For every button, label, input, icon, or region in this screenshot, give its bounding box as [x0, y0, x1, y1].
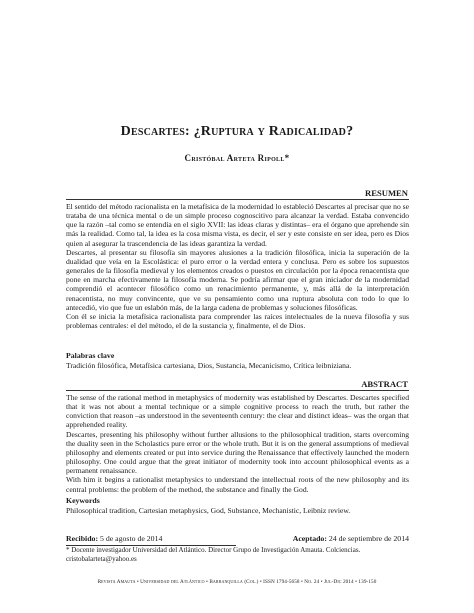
abstract-keywords: Philosophical tradition, Cartesian metaphysics, God, Substance, Mechanistic, Leibniz review. [66, 506, 351, 515]
abstract-paragraph: With him it begins a rationalist metaphysics to understand the intellectual roots of the new philosophy and its central problems: the problem of the method, the substance and finally the God. [66, 475, 409, 494]
abstract-rule [66, 390, 409, 391]
abstract-heading: ABSTRACT [361, 379, 408, 389]
abstract-keywords-label: Keywords [66, 496, 100, 505]
abstract-paragraph: Descartes, presenting his philosophy without further allusions to the philosophical tradition, starts overcoming the duality seen in the Scholastics pure error or the whole truth. But it is on the general assumptions of medieval philosophy and elements created or put into service during the Renaissance that effectively launched the modern philosophy. One could argue that the great initiator of modernity took into account philosophical events as a permanent renaissance. [66, 429, 409, 476]
accepted-date [293, 534, 409, 543]
resumen-paragraph: Descartes, al presentar su filosofía sin mayores alusiones a la tradición filosófica, inicia la superación de la dualidad que veía en la Escolástica: el puro error o la verdad entera y conclusa. Pero es sobre los supuestos generales de la filosofía medieval y los elementos creados o puestos en circulación por la época renacentista que pone en marcha efectivamente la filosofía moderna. Se podría afirmar que el gran iniciador de la modernidad comprendió el acontecer filosófico como un renacimiento permanente, y, más allá de la interpretación renacentista, no muy convincente, que ve su pensamiento como una ruptura absoluta con todo lo que lo antecedió, vio que fue un eslabón más, de la larga cadena de problemas y soluciones filosóficas. [66, 247, 409, 312]
abstract-paragraph: The sense of the rational method in metaphysics of modernity was established by Descartes. Descartes specified that it was not about a mental technique or a simple cognitive process to reach the truth, but rather the conviction that reason –as understood in the seventeenth century: the clear and distinct ideas– was the organ that apprehended reality. [66, 393, 409, 430]
journal-footer: Revista Amauta • Universidad del Atlántico • Barranquilla (Col.) • ISSN 1794-5658 • No. 24 • Jul-Dic 2014 • 139-150 [97, 579, 377, 585]
abstract-body [66, 393, 409, 494]
resumen-paragraph: El sentido del método racionalista en la metafísica de la modernidad lo estableció Descartes al precisar que no se trataba de una técnica mental o de un simple proceso cognoscitivo para alcanzar la verdad. Estaba convencido que la razón –tal como se entendía en el siglo XVII: las ideas claras y distintas– era el órgano que aprehende sin más la realidad. Como tal, la idea es la cosa misma vista, es decir, el ser y este consiste en ser idea, pero es Dios quien al asegurar la trascendencia de las ideas garantiza la verdad. [66, 202, 409, 248]
author-footnote [66, 546, 409, 563]
resumen-paragraph: Con él se inicia la metafísica racionalista para comprender las raíces intelectuales de la nueva filosofía y sus problemas centrales: el del método, el de la sustancia y, finalmente, el de Dios. [66, 311, 409, 331]
accepted-label: Aceptado: [292, 534, 327, 543]
dates-line [66, 534, 409, 543]
article-author: Cristóbal Arteta Ripoll* [184, 153, 290, 163]
footnote-email: cristobalarteta@yahoo.es [66, 554, 137, 563]
received-value: 5 de agosto de 2014 [100, 534, 163, 543]
resumen-rule [66, 199, 409, 200]
resumen-keywords-label: Palabras clave [66, 351, 115, 360]
footnote-affiliation: * Docente investigador Universidad del Atlántico. Director Grupo de Investigación Amauta. Colciencias. [66, 546, 361, 554]
resumen-heading: RESUMEN [365, 188, 408, 198]
resumen-body [66, 202, 409, 330]
accepted-value: 24 de septiembre de 2014 [328, 534, 409, 543]
received-label: Recibido: [66, 534, 99, 543]
resumen-keywords: Tradición filosófica, Metafísica cartesiana, Dios, Sustancia, Mecanicismo, Crítica leibniziana. [66, 361, 352, 370]
received-date [66, 534, 162, 543]
article-title: Descartes: ¿Ruptura y Radicalidad? [120, 124, 354, 139]
